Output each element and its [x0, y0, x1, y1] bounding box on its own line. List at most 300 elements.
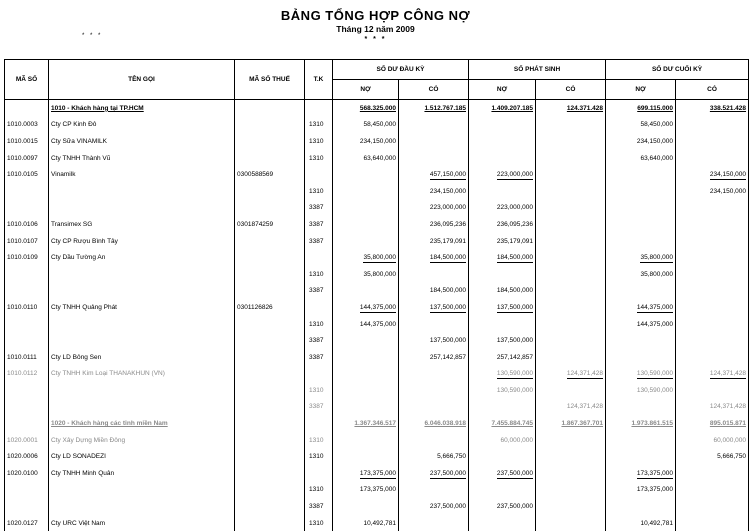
- cell-arising-debit-text: 1.409.207.185: [491, 104, 534, 112]
- table-row: [5, 200, 749, 217]
- cell-opening-credit: [399, 415, 469, 432]
- cell-arising-credit: [536, 432, 606, 449]
- cell-tk: [305, 166, 333, 183]
- cell-arising-debit: [469, 183, 536, 200]
- cell-closing-debit: [606, 216, 676, 233]
- cell-code-text: 1020.0001: [7, 436, 38, 444]
- cell-code: [5, 266, 49, 283]
- cell-arising-credit: [536, 465, 606, 482]
- cell-opening-credit: [399, 133, 469, 150]
- table-row: [5, 283, 749, 300]
- cell-opening-debit: [333, 349, 399, 366]
- cell-tk: [305, 117, 333, 134]
- cell-opening-debit-text: 144,375,000: [359, 303, 396, 311]
- table-row: [5, 332, 749, 349]
- cell-closing-debit: [606, 465, 676, 482]
- cell-name: [49, 465, 235, 482]
- table-row: [5, 482, 749, 499]
- cell-name-text: Cty TNHH Kim Loại THANAKHUN (VN): [51, 370, 165, 378]
- cell-arising-debit: [469, 515, 536, 531]
- cell-tk: [305, 432, 333, 449]
- cell-opening-credit-text: 137,500,000: [429, 337, 467, 345]
- cell-opening-debit: [333, 482, 399, 499]
- cell-code: [5, 200, 49, 217]
- cell-code: [5, 332, 49, 349]
- cell-opening-credit: [399, 498, 469, 515]
- cell-closing-debit-text: 173,375,000: [636, 469, 674, 477]
- left-ornament: * * *: [82, 33, 103, 39]
- cell-tax-text: 0301126826: [237, 303, 273, 311]
- cell-code: [5, 399, 49, 416]
- cell-closing-debit: [606, 100, 676, 117]
- cell-closing-debit: [606, 415, 676, 432]
- header-tax: MÃ SỐ THUẾ: [235, 60, 305, 100]
- cell-closing-credit: [676, 332, 749, 349]
- header-closing-debit: NỢ: [606, 80, 676, 100]
- cell-code-text: 1020.0100: [7, 469, 38, 477]
- cell-tk: [305, 332, 333, 349]
- table-row: [5, 266, 749, 283]
- cell-opening-debit: [333, 249, 399, 266]
- cell-arising-credit-text: 124,371,428: [566, 403, 604, 411]
- cell-arising-debit-text: 223,000,000: [496, 171, 534, 179]
- cell-opening-credit: [399, 332, 469, 349]
- report-subtitle: Tháng 12 năm 2009: [336, 24, 415, 34]
- cell-code: [5, 150, 49, 167]
- cell-name-text: Cty Xây Dựng Miền Đông: [51, 436, 126, 444]
- cell-closing-debit: [606, 150, 676, 167]
- cell-opening-credit-text: 235,179,091: [429, 237, 467, 245]
- cell-arising-debit: [469, 448, 536, 465]
- cell-opening-debit: [333, 183, 399, 200]
- cell-arising-credit: [536, 299, 606, 316]
- cell-closing-credit: [676, 266, 749, 283]
- cell-name: [49, 399, 235, 416]
- cell-opening-credit: [399, 117, 469, 134]
- cell-tk-text: 3387: [309, 204, 324, 212]
- cell-closing-debit: [606, 200, 676, 217]
- cell-code: [5, 283, 49, 300]
- cell-name: [49, 482, 235, 499]
- cell-arising-debit: [469, 498, 536, 515]
- cell-closing-debit: [606, 349, 676, 366]
- cell-arising-debit: [469, 216, 536, 233]
- cell-arising-debit: [469, 266, 536, 283]
- cell-opening-debit: [333, 382, 399, 399]
- cell-arising-debit: [469, 249, 536, 266]
- table-row: [5, 166, 749, 183]
- cell-code: [5, 233, 49, 250]
- cell-tk-text: 3387: [309, 220, 324, 228]
- cell-closing-credit: [676, 448, 749, 465]
- cell-arising-credit: [536, 366, 606, 383]
- cell-closing-debit: [606, 316, 676, 333]
- cell-tk: [305, 465, 333, 482]
- table-row: [5, 399, 749, 416]
- cell-opening-credit-text: 457,150,000: [429, 171, 467, 179]
- cell-opening-credit-text: 6.046.038.918: [424, 420, 467, 428]
- cell-code: [5, 299, 49, 316]
- cell-opening-credit-text: 234,150,000: [429, 187, 467, 195]
- cell-tk-text: 1310: [309, 154, 324, 162]
- report-title: BẢNG TỔNG HỢP CÔNG NỢ: [280, 8, 471, 23]
- cell-closing-credit: [676, 183, 749, 200]
- cell-code: [5, 482, 49, 499]
- debt-summary-table: [4, 59, 749, 531]
- cell-opening-credit: [399, 465, 469, 482]
- cell-tax: [235, 515, 305, 531]
- cell-code-text: 1010.0107: [7, 237, 38, 245]
- cell-closing-credit: [676, 100, 749, 117]
- cell-name-text: Cty TNHH Minh Quân: [51, 469, 115, 477]
- cell-arising-debit-text: 257,142,857: [496, 353, 534, 361]
- cell-closing-debit: [606, 482, 676, 499]
- cell-opening-credit-text: 137,500,000: [429, 303, 467, 311]
- cell-tax: [235, 382, 305, 399]
- cell-tk: [305, 366, 333, 383]
- cell-name-text: Cty URC Việt Nam: [51, 519, 106, 527]
- cell-tax: [235, 233, 305, 250]
- cell-tax: [235, 498, 305, 515]
- cell-tk-text: 1310: [309, 453, 324, 461]
- cell-arising-debit-text: 235,179,091: [496, 237, 534, 245]
- cell-tk: [305, 200, 333, 217]
- cell-closing-debit-text: 63,640,000: [640, 154, 674, 162]
- cell-arising-credit-text: 124,371,428: [566, 370, 604, 378]
- cell-code: [5, 100, 49, 117]
- cell-opening-credit: [399, 166, 469, 183]
- cell-tk: [305, 266, 333, 283]
- title-ornament: * * *: [364, 36, 387, 43]
- cell-name: [49, 133, 235, 150]
- cell-tk: [305, 216, 333, 233]
- cell-opening-credit: [399, 366, 469, 383]
- cell-arising-credit: [536, 482, 606, 499]
- cell-opening-credit: [399, 266, 469, 283]
- cell-tax: [235, 316, 305, 333]
- cell-opening-debit-text: 234,150,000: [359, 137, 396, 145]
- cell-closing-debit-text: 173,375,000: [636, 486, 674, 494]
- cell-arising-debit: [469, 283, 536, 300]
- cell-closing-debit: [606, 117, 676, 134]
- cell-tax: [235, 150, 305, 167]
- cell-closing-credit: [676, 299, 749, 316]
- cell-closing-credit: [676, 166, 749, 183]
- cell-opening-credit: [399, 299, 469, 316]
- cell-opening-credit: [399, 183, 469, 200]
- cell-arising-credit: [536, 448, 606, 465]
- cell-closing-debit: [606, 432, 676, 449]
- cell-closing-credit: [676, 498, 749, 515]
- cell-arising-debit: [469, 482, 536, 499]
- cell-arising-credit: [536, 150, 606, 167]
- cell-tk-text: 1310: [309, 519, 324, 527]
- table-row: [5, 349, 749, 366]
- cell-code: [5, 366, 49, 383]
- cell-closing-debit: [606, 515, 676, 531]
- cell-opening-credit-text: 236,095,236: [429, 220, 467, 228]
- table-row: [5, 117, 749, 134]
- header-code: MÃ SỐ: [5, 60, 49, 100]
- table-row: [5, 233, 749, 250]
- cell-opening-credit: [399, 150, 469, 167]
- cell-closing-credit-text: 234,150,000: [709, 171, 747, 179]
- cell-arising-debit-text: 237,500,000: [496, 503, 534, 511]
- cell-name: [49, 448, 235, 465]
- cell-arising-credit: [536, 415, 606, 432]
- cell-name-text: Cty CP Rượu Bình Tây: [51, 237, 118, 245]
- cell-closing-debit: [606, 299, 676, 316]
- cell-closing-credit: [676, 249, 749, 266]
- cell-closing-credit: [676, 233, 749, 250]
- cell-arising-debit-text: 236,095,236: [496, 220, 534, 228]
- cell-closing-credit: [676, 283, 749, 300]
- cell-opening-credit: [399, 249, 469, 266]
- cell-code: [5, 465, 49, 482]
- cell-closing-credit: [676, 117, 749, 134]
- cell-code-text: 1010.0111: [7, 353, 37, 361]
- cell-closing-credit: [676, 200, 749, 217]
- cell-arising-credit-text: 1.867.367.701: [561, 420, 604, 428]
- header-arising: SỐ PHÁT SINH: [469, 60, 606, 80]
- cell-tk-text: 3387: [309, 353, 324, 361]
- cell-opening-credit: [399, 200, 469, 217]
- cell-tax: [235, 366, 305, 383]
- cell-name-text: Cty Dầu Tường An: [51, 254, 106, 262]
- table-row: [5, 133, 749, 150]
- cell-opening-debit-text: 144,375,000: [359, 320, 396, 328]
- cell-closing-debit: [606, 448, 676, 465]
- cell-arising-debit: [469, 382, 536, 399]
- cell-opening-credit-text: 1.512.767.185: [424, 104, 467, 112]
- cell-code: [5, 216, 49, 233]
- cell-code-text: 1020.0006: [7, 453, 38, 461]
- cell-arising-debit-text: 223,000,000: [496, 204, 534, 212]
- cell-name: [49, 515, 235, 531]
- cell-code: [5, 432, 49, 449]
- table-row: [5, 515, 749, 531]
- cell-closing-credit: [676, 465, 749, 482]
- cell-opening-credit-text: 184,500,000: [429, 254, 467, 262]
- cell-closing-credit: [676, 399, 749, 416]
- cell-closing-credit-text: 124,371,428: [709, 370, 747, 378]
- cell-closing-debit: [606, 332, 676, 349]
- cell-opening-debit-text: 10,492,781: [363, 519, 396, 527]
- cell-code: [5, 117, 49, 134]
- cell-tk-text: 1310: [309, 187, 324, 195]
- cell-closing-debit: [606, 166, 676, 183]
- cell-arising-debit-text: 60,000,000: [500, 436, 534, 444]
- cell-code: [5, 515, 49, 531]
- cell-code-text: 1020.0127: [7, 519, 38, 527]
- cell-opening-debit-text: 58,450,000: [363, 121, 396, 129]
- cell-opening-debit-text: 173,375,000: [359, 469, 396, 477]
- cell-name: [49, 249, 235, 266]
- cell-arising-credit: [536, 249, 606, 266]
- cell-closing-debit: [606, 498, 676, 515]
- cell-opening-credit: [399, 233, 469, 250]
- cell-name: [49, 183, 235, 200]
- cell-code-text: 1010.0106: [7, 220, 38, 228]
- cell-opening-debit: [333, 283, 399, 300]
- header-closing-credit: CÓ: [676, 80, 749, 100]
- cell-closing-credit: [676, 150, 749, 167]
- cell-arising-credit: [536, 166, 606, 183]
- group-row: [5, 415, 749, 432]
- cell-arising-debit: [469, 465, 536, 482]
- cell-opening-credit-text: 237,500,000: [429, 503, 467, 511]
- cell-name-text: Cty TNHH Thành Vũ: [51, 154, 111, 162]
- cell-tk-text: 1310: [309, 137, 324, 145]
- cell-tk-text: 3387: [309, 403, 324, 411]
- cell-arising-debit: [469, 316, 536, 333]
- cell-arising-debit-text: 137,500,000: [496, 337, 534, 345]
- cell-arising-debit-text: 130,590,000: [496, 386, 534, 394]
- cell-tk: [305, 283, 333, 300]
- cell-name-text: 1010 - Khách hàng tại TP.HCM: [51, 104, 144, 112]
- cell-name: [49, 166, 235, 183]
- cell-closing-credit-text: 895.015.871: [709, 420, 747, 428]
- cell-closing-debit-text: 58,450,000: [640, 121, 674, 129]
- group-row: [5, 100, 749, 117]
- cell-tax: [235, 266, 305, 283]
- cell-tk-text: 1310: [309, 386, 324, 394]
- cell-opening-debit: [333, 332, 399, 349]
- cell-opening-debit: [333, 150, 399, 167]
- cell-arising-debit-text: 184,500,000: [496, 287, 534, 295]
- cell-opening-credit: [399, 448, 469, 465]
- cell-closing-debit-text: 1.973.861.515: [631, 420, 674, 428]
- cell-arising-credit: [536, 100, 606, 117]
- cell-opening-debit: [333, 498, 399, 515]
- cell-tk-text: 3387: [309, 337, 324, 345]
- cell-name: [49, 316, 235, 333]
- cell-closing-credit-text: 60,000,000: [713, 436, 747, 444]
- cell-opening-credit: [399, 283, 469, 300]
- cell-opening-debit-text: 63,640,000: [363, 154, 396, 162]
- table-row: [5, 366, 749, 383]
- cell-arising-debit: [469, 100, 536, 117]
- cell-tax: [235, 432, 305, 449]
- cell-name: [49, 332, 235, 349]
- table-row: [5, 216, 749, 233]
- cell-name: [49, 266, 235, 283]
- cell-tk-text: 1310: [309, 270, 324, 278]
- cell-opening-debit: [333, 415, 399, 432]
- cell-opening-debit: [333, 448, 399, 465]
- cell-tk-text: 1310: [309, 320, 324, 328]
- table-row: [5, 299, 749, 316]
- cell-code: [5, 133, 49, 150]
- cell-tk-text: 3387: [309, 287, 324, 295]
- cell-closing-debit-text: 130,590,000: [636, 386, 674, 394]
- cell-closing-debit-text: 699.115.000: [637, 104, 674, 112]
- cell-tk: [305, 249, 333, 266]
- cell-arising-debit: [469, 332, 536, 349]
- cell-arising-debit: [469, 150, 536, 167]
- cell-name: [49, 432, 235, 449]
- header-tk: T.K: [305, 60, 333, 100]
- cell-code-text: 1010.0109: [7, 254, 38, 262]
- cell-tax: [235, 183, 305, 200]
- cell-tk: [305, 133, 333, 150]
- cell-arising-credit: [536, 515, 606, 531]
- cell-opening-debit-text: 35,800,000: [363, 270, 396, 278]
- cell-opening-credit-text: 184,500,000: [429, 287, 467, 295]
- cell-arising-debit: [469, 299, 536, 316]
- cell-tax: [235, 249, 305, 266]
- cell-arising-debit-text: 130,590,000: [496, 370, 534, 378]
- cell-opening-credit: [399, 399, 469, 416]
- cell-closing-debit-text: 35,800,000: [640, 270, 674, 278]
- cell-code-text: 1010.0003: [7, 121, 38, 129]
- cell-tax-text: 0301874259: [237, 220, 274, 228]
- cell-name-text: Cty LD Bông Sen: [51, 353, 102, 361]
- cell-code: [5, 498, 49, 515]
- cell-closing-credit: [676, 316, 749, 333]
- cell-tax: [235, 100, 305, 117]
- cell-opening-debit: [333, 316, 399, 333]
- cell-closing-debit: [606, 233, 676, 250]
- cell-opening-debit-text: 173,375,000: [359, 486, 396, 494]
- cell-tax: [235, 200, 305, 217]
- cell-tk: [305, 299, 333, 316]
- table-row: [5, 316, 749, 333]
- cell-closing-credit: [676, 216, 749, 233]
- cell-opening-credit-text: 223,000,000: [429, 204, 467, 212]
- cell-arising-debit: [469, 233, 536, 250]
- cell-arising-debit: [469, 399, 536, 416]
- cell-arising-debit: [469, 432, 536, 449]
- cell-opening-debit: [333, 233, 399, 250]
- cell-code: [5, 183, 49, 200]
- cell-tk: [305, 183, 333, 200]
- cell-arising-credit: [536, 133, 606, 150]
- cell-opening-credit: [399, 432, 469, 449]
- cell-closing-debit: [606, 183, 676, 200]
- cell-arising-debit: [469, 133, 536, 150]
- cell-tk: [305, 233, 333, 250]
- cell-closing-credit-text: 234,150,000: [709, 187, 747, 195]
- cell-tax: [235, 399, 305, 416]
- cell-name: [49, 216, 235, 233]
- cell-code: [5, 349, 49, 366]
- cell-tax: [235, 117, 305, 134]
- cell-tax: [235, 216, 305, 233]
- cell-closing-credit-text: 5,666,750: [717, 453, 747, 461]
- cell-code: [5, 249, 49, 266]
- header-opening-credit: CÓ: [399, 80, 469, 100]
- cell-tk-text: 1310: [309, 121, 324, 129]
- cell-opening-debit: [333, 432, 399, 449]
- cell-arising-debit: [469, 200, 536, 217]
- cell-arising-debit-text: 137,500,000: [496, 303, 534, 311]
- cell-tk: [305, 382, 333, 399]
- cell-code-text: 1010.0105: [7, 171, 38, 179]
- cell-arising-credit: [536, 498, 606, 515]
- cell-arising-debit: [469, 415, 536, 432]
- cell-code-text: 1010.0015: [7, 137, 38, 145]
- cell-opening-credit: [399, 216, 469, 233]
- cell-arising-credit: [536, 216, 606, 233]
- header-opening: SỐ DƯ ĐẦU KỲ: [333, 60, 469, 80]
- cell-tk-text: 3387: [309, 503, 324, 511]
- cell-code-text: 1010.0097: [7, 154, 38, 162]
- cell-tk: [305, 399, 333, 416]
- cell-closing-credit: [676, 349, 749, 366]
- cell-opening-credit: [399, 382, 469, 399]
- table-row: [5, 498, 749, 515]
